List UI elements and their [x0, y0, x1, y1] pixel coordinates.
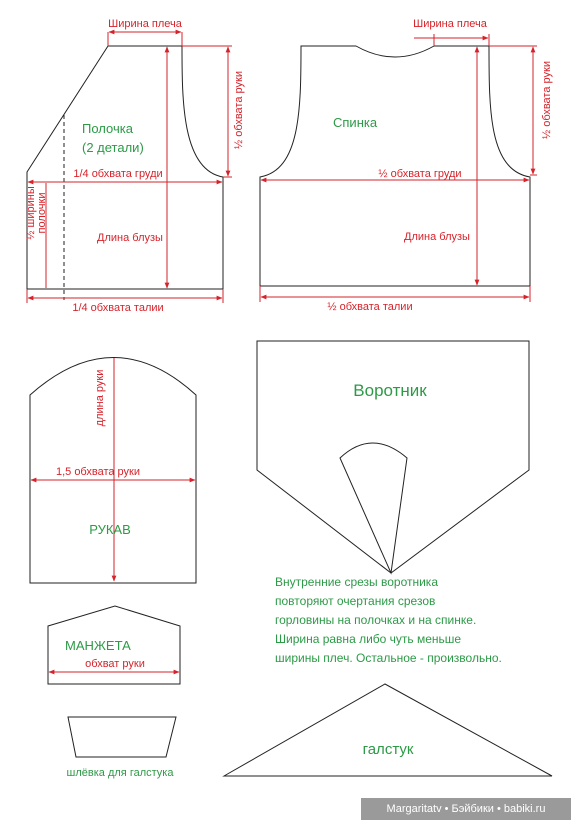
tie-loop-caption: шлёвка для галстука	[66, 767, 174, 779]
tie-loop-piece	[67, 717, 176, 779]
tie-outline	[224, 684, 552, 776]
front-quarter-chest-label: 1/4 обхвата груди	[73, 168, 163, 180]
front-half-width-label: ½ ширины	[25, 186, 37, 240]
sleeve-arm-width-label: 1,5 обхвата руки	[55, 466, 141, 478]
sleeve-title: РУКАВ	[89, 522, 131, 537]
front-title: Полочка	[82, 121, 133, 136]
back-piece	[260, 18, 553, 313]
collar-piece	[257, 341, 529, 665]
tie-title: галстук	[362, 741, 414, 758]
cuff-measure-label: обхват руки	[85, 658, 145, 670]
front-blouse-length-label: Длина блузы	[97, 232, 163, 244]
back-blouse-length-label: Длина блузы	[404, 231, 470, 243]
back-half-armhole-label: ½ обхвата руки	[541, 61, 553, 139]
watermark: Margaritatv • Бэйбики • babiki.ru	[361, 798, 571, 820]
collar-note-line: Ширина равна либо чуть меньше	[275, 632, 462, 646]
cuff-piece	[48, 606, 180, 684]
front-half-width-label-2: полочки	[36, 192, 48, 234]
front-shoulder-width-label: Ширина плеча	[108, 18, 182, 30]
sleeve-piece	[30, 358, 196, 584]
front-piece	[25, 18, 245, 314]
back-title: Спинка	[333, 115, 378, 130]
collar-note	[275, 575, 502, 665]
front-half-armhole-label: ½ обхвата руки	[233, 71, 245, 149]
collar-inner-neckline	[340, 443, 407, 573]
back-outline	[260, 46, 530, 286]
collar-outline	[257, 341, 529, 573]
sleeve-arm-length-label: длина руки	[94, 369, 106, 427]
tie-piece	[224, 684, 552, 776]
collar-title: Воротник	[353, 381, 427, 400]
front-subtitle: (2 детали)	[82, 140, 144, 155]
front-quarter-waist-label: 1/4 обхвата талии	[72, 302, 164, 314]
back-shoulder-width-label: Ширина плеча	[413, 18, 487, 30]
cuff-title: МАНЖЕТА	[65, 638, 131, 653]
collar-note-line: ширины плеч. Остальное - произвольно.	[275, 651, 502, 665]
back-half-waist-label: ½ обхвата талии	[327, 301, 413, 313]
collar-note-line: Внутренние срезы воротника	[275, 575, 438, 589]
collar-note-line: горловины на полочках и на спинке.	[275, 613, 477, 627]
back-half-chest-label: ½ обхвата груди	[378, 168, 462, 180]
tie-loop-outline	[68, 717, 176, 757]
collar-note-line: повторяют очертания срезов	[275, 594, 436, 608]
